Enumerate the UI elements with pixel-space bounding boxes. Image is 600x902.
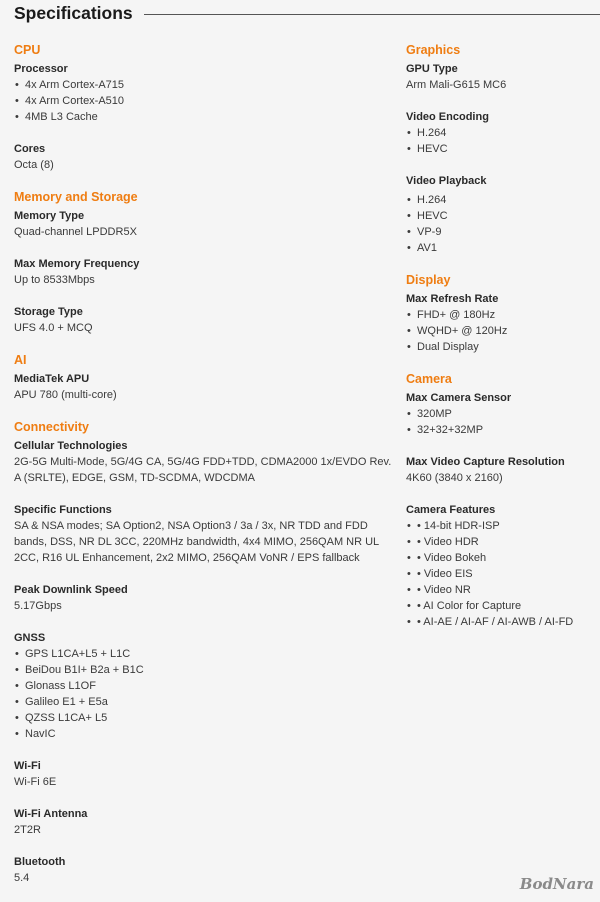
spec-value: Wi-Fi 6E — [14, 776, 57, 788]
list-item: • NavIC — [14, 726, 394, 742]
spec-label: GPU Type — [406, 63, 458, 75]
section-title-memory: Memory and Storage — [14, 190, 138, 204]
refresh-list — [406, 307, 596, 355]
spec-value: 4K60 (3840 x 2160) — [406, 472, 503, 484]
spec-value: 5.4 — [14, 872, 30, 884]
spec-camera-features — [406, 502, 596, 630]
spec-value: APU 780 (multi-core) — [14, 389, 117, 401]
list-item: • Galileo E1 + E5a — [14, 694, 394, 710]
gnss-list — [14, 646, 394, 742]
list-item: • GPS L1CA+L5 + L1C — [14, 646, 394, 662]
spec-label: Max Video Capture Resolution — [406, 456, 565, 468]
spec-gnss — [14, 630, 394, 742]
list-item: • QZSS L1CA+ L5 — [14, 710, 394, 726]
section-camera — [406, 371, 596, 630]
spec-wifi — [14, 758, 394, 790]
spec-label: Memory Type — [14, 210, 85, 222]
section-title-display: Display — [406, 273, 451, 287]
list-item: • HEVC — [406, 141, 596, 157]
spec-gpu — [406, 61, 596, 93]
spec-value: Up to 8533Mbps — [14, 274, 95, 286]
spec-cores — [14, 141, 394, 173]
list-item: • 4x Arm Cortex-A510 — [14, 93, 394, 109]
spec-label: GNSS — [14, 632, 46, 644]
section-title-cpu: CPU — [14, 43, 41, 57]
section-title-ai: AI — [14, 353, 27, 367]
list-item: • • AI Color for Capture — [406, 598, 596, 614]
spec-video-playback — [406, 173, 596, 256]
spec-label: Video Playback — [406, 175, 487, 187]
spec-value: 5.17Gbps — [14, 600, 62, 612]
spec-camera-sensor — [406, 390, 596, 438]
spec-video-encoding — [406, 109, 596, 157]
list-item: • HEVC — [406, 208, 596, 224]
spec-label: Video Encoding — [406, 111, 489, 123]
spec-value: Quad-channel LPDDR5X — [14, 226, 137, 238]
list-item: • • 14-bit HDR-ISP — [406, 518, 596, 534]
spec-apu — [14, 371, 394, 403]
spec-value: Arm Mali-G615 MC6 — [406, 79, 507, 91]
list-item: • AV1 — [406, 240, 596, 256]
spec-label: Wi-Fi Antenna — [14, 808, 88, 820]
list-item: • Glonass L1OF — [14, 678, 394, 694]
list-item: • 4MB L3 Cache — [14, 109, 394, 125]
list-item: • • Video EIS — [406, 566, 596, 582]
spec-label: Max Camera Sensor — [406, 392, 512, 404]
section-ai — [14, 352, 394, 403]
title-divider — [144, 14, 600, 15]
page-title: Specifications — [14, 3, 133, 23]
list-item: • VP-9 — [406, 224, 596, 240]
spec-value: UFS 4.0 + MCQ — [14, 322, 93, 334]
list-item: • WQHD+ @ 120Hz — [406, 323, 596, 339]
spec-label: Max Memory Frequency — [14, 258, 140, 270]
spec-label: Storage Type — [14, 306, 83, 318]
playback-list — [406, 192, 596, 256]
spec-value: 2G-5G Multi-Mode, 5G/4G CA, 5G/4G FDD+TDD, CDMA2000 1x/EVDO Rev. A (SRLTE), EDGE, GSM, TD-SCDMA, WDCDMA — [14, 456, 392, 484]
section-connectivity — [14, 419, 394, 886]
section-memory — [14, 189, 394, 336]
spec-label: Max Refresh Rate — [406, 293, 499, 305]
list-item: • H.264 — [406, 125, 596, 141]
spec-label: Camera Features — [406, 504, 496, 516]
spec-label: MediaTek APU — [14, 373, 90, 385]
page-header — [14, 3, 600, 24]
sensor-list — [406, 406, 596, 438]
list-item: • Dual Display — [406, 339, 596, 355]
processor-list — [14, 77, 394, 125]
spec-label: Peak Downlink Speed — [14, 584, 128, 596]
features-list — [406, 518, 596, 630]
list-item: • 320MP — [406, 406, 596, 422]
spec-label: Specific Functions — [14, 504, 112, 516]
section-cpu — [14, 42, 394, 173]
spec-cellular — [14, 438, 394, 486]
spec-label: Cores — [14, 143, 46, 155]
list-item: • FHD+ @ 180Hz — [406, 307, 596, 323]
list-item: • • Video HDR — [406, 534, 596, 550]
spec-video-capture — [406, 454, 596, 486]
spec-downlink — [14, 582, 394, 614]
spec-label: Wi-Fi — [14, 760, 41, 772]
spec-storage-type — [14, 304, 394, 336]
spec-refresh-rate — [406, 291, 596, 355]
spec-value: Octa (8) — [14, 159, 54, 171]
spec-memory-frequency — [14, 256, 394, 288]
watermark-logo: BodNara — [519, 875, 594, 893]
list-item: • 4x Arm Cortex-A715 — [14, 77, 394, 93]
section-title-connectivity: Connectivity — [14, 420, 90, 434]
list-item: • • AI-AE / AI-AF / AI-AWB / AI-FD — [406, 614, 596, 630]
spec-value: 2T2R — [14, 824, 41, 836]
spec-label: Bluetooth — [14, 856, 66, 868]
spec-functions — [14, 502, 394, 566]
list-item: • BeiDou B1I+ B2a + B1C — [14, 662, 394, 678]
spec-bluetooth — [14, 854, 394, 886]
spec-value: SA & NSA modes; SA Option2, NSA Option3 / 3a / 3x, NR TDD and FDD bands, DSS, NR DL 3CC, 220MHz bandwidth, 4x4 MIMO, 256QAM NR UL 2CC, R16 UL Enhancement, 2x2 MIMO, 256QAM VoNR / EPS fallback — [14, 520, 379, 564]
section-display — [406, 272, 596, 355]
right-column — [406, 42, 596, 646]
spec-processor — [14, 61, 394, 125]
section-graphics — [406, 42, 596, 256]
encoding-list — [406, 125, 596, 157]
section-title-camera: Camera — [406, 372, 452, 386]
spec-wifi-antenna — [14, 806, 394, 838]
list-item: • H.264 — [406, 192, 596, 208]
left-column — [14, 42, 394, 902]
list-item: • • Video NR — [406, 582, 596, 598]
spec-label: Processor — [14, 63, 68, 75]
spec-memory-type — [14, 208, 394, 240]
list-item: • • Video Bokeh — [406, 550, 596, 566]
spec-label: Cellular Technologies — [14, 440, 128, 452]
section-title-graphics: Graphics — [406, 43, 461, 57]
list-item: • 32+32+32MP — [406, 422, 596, 438]
